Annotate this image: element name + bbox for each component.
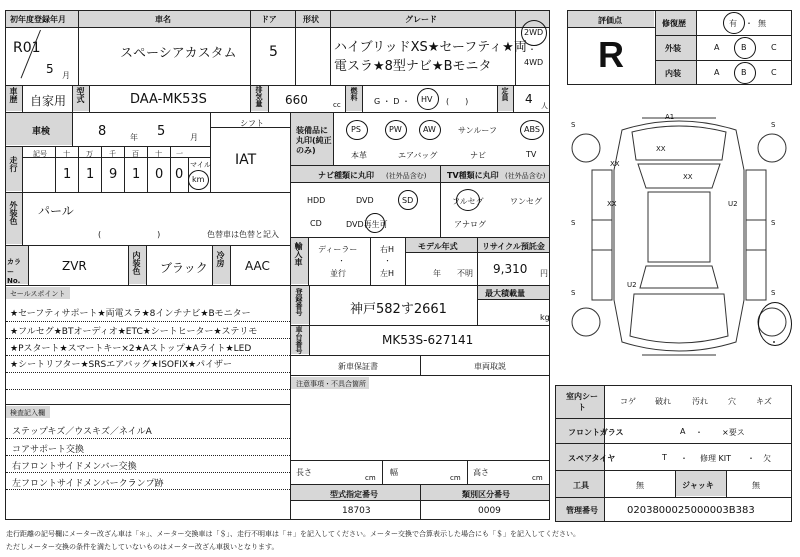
- ext-grade-b: B: [741, 43, 747, 52]
- equip-aw: AW: [423, 125, 436, 134]
- import-dealer: ディーラー: [318, 245, 358, 254]
- ext-grade-c: C: [771, 43, 777, 52]
- repair-yes: 有: [729, 19, 737, 28]
- fuel-gd: G ・ D ・: [374, 97, 410, 106]
- warranty-new: 新車保証書: [338, 362, 378, 371]
- shaken-month-unit: 月: [190, 133, 198, 142]
- ext-label: 外装: [665, 44, 681, 53]
- spare-x: 欠: [763, 454, 771, 463]
- cap-label: 定員: [501, 87, 509, 101]
- model-label: 型式: [76, 87, 85, 103]
- fuel-hv: HV: [421, 95, 433, 104]
- dim-length-unit: cm: [365, 474, 376, 482]
- interior-item: 汚れ: [692, 397, 708, 406]
- navi-label: ナビ種類に丸印: [318, 171, 374, 180]
- diagram-mark-a1: A1: [665, 113, 675, 121]
- shift-value: IAT: [235, 152, 257, 168]
- recycle-value: 9,310: [493, 262, 528, 276]
- model-year-unit: 年: [433, 269, 441, 278]
- recycle-label: リサイクル預託金: [482, 242, 545, 251]
- diagram-mark-xx: XX: [610, 160, 620, 168]
- shaken-year-unit: 年: [130, 133, 138, 142]
- spare-t: T: [662, 453, 667, 462]
- spare-kit: 修理 KIT: [700, 454, 732, 463]
- max-load-unit: kg: [540, 313, 550, 322]
- grade-line1: ハイブリッドXS★セーフティ★両: [334, 40, 527, 55]
- equip-tv: TV: [526, 150, 537, 159]
- mileage-label: 走行: [9, 156, 18, 172]
- disp-unit: cc: [333, 101, 341, 109]
- diagram-mark-s: S: [771, 121, 776, 129]
- sales-points-label: セールスポイント: [10, 290, 66, 298]
- shaken-year: 8: [98, 124, 107, 139]
- type-no-label: 型式指定番号: [330, 490, 378, 499]
- reg-no-value: 神戸582す2661: [350, 302, 447, 317]
- mgmt-value: 0203800025000003B383: [627, 505, 755, 516]
- sales-point-line: ★シートリフター★SRSエアバッグ★ISOFIX★パイザー: [10, 360, 233, 370]
- use-value: 自家用: [30, 94, 67, 108]
- tv-fullseg: フルセグ: [452, 197, 484, 206]
- mileage-digit: 9: [109, 167, 118, 182]
- diagram-mark-s: S: [571, 219, 576, 227]
- ac-value: AAC: [245, 259, 270, 273]
- first-reg-label: 初年度登録年月: [10, 15, 66, 24]
- drive-dot: ・: [528, 45, 536, 54]
- sales-point-line: ★Pスタート★スマートキー×2★Aストップ★Aライト★LED: [10, 344, 252, 354]
- repair-dot: ・: [745, 19, 753, 28]
- diagram-mark-xx: XX: [656, 145, 666, 153]
- doors: 5: [269, 44, 278, 60]
- windshield-x: ×要ス: [722, 428, 745, 437]
- mileage-unit: 万: [86, 150, 93, 158]
- inspection-line: 左フロントサイドメンバークランプ跡: [12, 479, 164, 489]
- import-label: 輸入車: [294, 242, 303, 266]
- diagram-mark-s: S: [771, 219, 776, 227]
- spare-dot2: ・: [747, 454, 755, 463]
- use-label: 車歴: [9, 87, 18, 103]
- tools-value: 無: [636, 481, 644, 490]
- first-reg-month-unit: 月: [62, 71, 70, 80]
- spare-dot: ・: [680, 454, 688, 463]
- mileage-mile-label: マイル: [190, 161, 211, 169]
- int-grade-a: A: [714, 68, 720, 77]
- drive-2wd: 2WD: [524, 28, 544, 37]
- first-reg-era: R01: [13, 40, 41, 56]
- grade-label: グレード: [405, 15, 437, 24]
- recycle-unit: 円: [540, 269, 548, 278]
- diagram-mark-s: S: [571, 121, 576, 129]
- shift-label: シフト: [240, 119, 264, 128]
- import-dot2: ・: [384, 257, 391, 265]
- equip-airbag: エアバッグ: [398, 151, 438, 160]
- equipment-label: 装備品に丸印(純正のみ): [296, 126, 332, 155]
- interior-item: 破れ: [655, 397, 671, 406]
- diagram-mark-s: S: [771, 289, 776, 297]
- drive-4wd: 4WD: [524, 58, 544, 67]
- mileage-unit: 千: [109, 150, 116, 158]
- sales-point-line: ★フルセグ★BTオーディオ★ETC★シートヒーター★ステリモ: [10, 327, 258, 337]
- footer-line1: 走行距離の記号欄にメーター改ざん車は「＊」、メーター交換車は「＄」、走行不明車は「＃」を記入してください。メーター交換で合算表示した場合にも「＄」を記入してください。: [6, 530, 580, 538]
- equip-navi: ナビ: [470, 151, 486, 160]
- header-row: [6, 11, 549, 27]
- navi-dvd: DVD: [356, 196, 374, 205]
- shape-label: 形状: [303, 15, 319, 24]
- reg-no-label: 登録番号: [295, 288, 303, 316]
- interior-item: コゲ: [620, 397, 636, 406]
- car-name-label: 車名: [155, 15, 171, 24]
- equip-pw: PW: [389, 125, 402, 134]
- color-paren: ( ): [98, 230, 161, 239]
- disp-value: 660: [285, 93, 308, 107]
- equip-ps: PS: [351, 125, 361, 134]
- windshield-dot: ・: [695, 428, 703, 437]
- equip-sunroof: サンルーフ: [458, 126, 497, 135]
- repair-no: 無: [758, 19, 766, 28]
- spare-label: スペアタイヤ: [568, 454, 616, 463]
- inspection-line: ステップキズ／ウスキズ／ネイルA: [12, 427, 152, 437]
- interior-item: 穴: [728, 397, 736, 406]
- disp-label: 排気量: [255, 86, 263, 107]
- diagram-mark-u2: U2: [728, 200, 738, 208]
- int-label: 内装: [665, 69, 681, 78]
- class-no-label: 類別区分番号: [462, 490, 510, 499]
- repair-label: 修復歴: [662, 19, 686, 28]
- navi-cd: CD: [310, 219, 322, 228]
- chassis-label: 車台番号: [295, 326, 303, 354]
- dim-width-unit: cm: [450, 474, 461, 482]
- class-no-value: 0009: [478, 506, 501, 516]
- import-left: 左H: [380, 269, 395, 278]
- dim-length: 長さ: [296, 468, 312, 477]
- interior-label: 室内シート: [566, 392, 598, 412]
- windshield-a: A: [680, 427, 686, 436]
- tv-label: TV種類に丸印: [447, 171, 499, 180]
- tv-analog: アナログ: [454, 220, 486, 229]
- int-grade-c: C: [771, 68, 777, 77]
- car-name: スペーシアカスタム: [120, 46, 237, 61]
- interior-item: キズ: [756, 397, 772, 406]
- mileage-digit: 1: [132, 167, 141, 182]
- diagram-mark-xx: XX: [683, 173, 693, 181]
- dim-height: 高さ: [473, 468, 489, 477]
- tv-note: (社外品含む): [505, 172, 546, 180]
- dim-width: 幅: [390, 468, 398, 477]
- int-grade-b: B: [741, 68, 747, 77]
- mileage-note-label: 記号: [33, 150, 47, 158]
- mileage-unit: 十: [63, 150, 70, 158]
- shaken-label: 車検: [32, 127, 51, 137]
- cap-unit: 人: [541, 102, 548, 110]
- inspection-line: 右フロントサイドメンバー交換: [12, 462, 137, 472]
- color-note: 色替車は色替と記入: [207, 230, 279, 239]
- jack-value: 無: [752, 481, 760, 490]
- navi-hdd: HDD: [307, 196, 326, 205]
- int-color-label: 内装色: [132, 251, 141, 275]
- int-color-value: ブラック: [160, 261, 208, 275]
- spare-tire-circle: [758, 302, 792, 346]
- mileage-unit: 一: [176, 150, 183, 158]
- grade-line2: 電スラ★8型ナビ★Bモニタ: [334, 59, 492, 74]
- evaluation-score: R: [598, 34, 624, 75]
- diagram-mark-xx: XX: [607, 200, 617, 208]
- shaken-month: 5: [157, 124, 166, 139]
- navi-dvd-play: DVD再生可: [346, 220, 388, 229]
- inspection-line: コアサポート交換: [12, 445, 85, 455]
- dim-height-unit: cm: [532, 474, 543, 482]
- tv-oneseg: ワンセグ: [510, 197, 542, 206]
- mgmt-label: 管理番号: [566, 506, 598, 515]
- color-code-label: カラーNo.: [7, 258, 21, 285]
- diagram-mark-u2: U2: [627, 281, 637, 289]
- mileage-unit: 百: [132, 150, 139, 158]
- mileage-digit: 1: [86, 167, 95, 182]
- type-no-value: 18703: [342, 506, 371, 516]
- sales-point-line: ★セーフティサポート★両電スラ★8インチナビ★Bモニター: [10, 309, 251, 319]
- import-right: 右H: [380, 245, 395, 254]
- first-reg-month: 5: [46, 62, 54, 76]
- model-value: DAA-MK53S: [130, 92, 207, 107]
- fuel-label: 燃料: [350, 87, 358, 101]
- import-parallel: 並行: [330, 269, 346, 278]
- equip-leather: 本革: [351, 151, 367, 160]
- mileage-km: km: [192, 175, 205, 184]
- equip-abs: ABS: [524, 125, 540, 134]
- ext-grade-a: A: [714, 43, 720, 52]
- mileage-digit: 0: [175, 167, 184, 182]
- mileage-digit: 1: [63, 167, 72, 182]
- navi-note: (社外品含む): [386, 172, 427, 180]
- model-year-unknown: 不明: [457, 269, 473, 278]
- color-value: パール: [38, 204, 74, 218]
- door-label: ドア: [261, 15, 277, 24]
- fuel-paren: ( ): [446, 97, 469, 106]
- mileage-digit: 0: [155, 167, 164, 182]
- max-load-label: 最大積載量: [485, 289, 525, 298]
- chassis-value: MK53S-627141: [382, 333, 474, 347]
- diagram-mark-s: S: [571, 289, 576, 297]
- jack-label: ジャッキ: [682, 481, 714, 490]
- import-dot: ・: [338, 257, 345, 265]
- cap-value: 4: [525, 92, 533, 106]
- warranty-manual: 車両取説: [474, 362, 506, 371]
- color-code-value: ZVR: [62, 259, 87, 273]
- footer-line2: ただしメーター交換の条件を満たしていないものはメーター改ざん車扱いとなります。: [6, 543, 279, 551]
- model-year-label: モデル年式: [418, 242, 458, 251]
- mileage-unit: 十: [155, 150, 162, 158]
- evaluation-label: 評価点: [598, 16, 622, 25]
- ac-label: 冷房: [216, 251, 225, 267]
- notes-label: 注意事項・不具合箇所: [296, 380, 366, 388]
- tools-label: 工具: [573, 481, 589, 490]
- inspection-label: 検査記入欄: [10, 409, 45, 417]
- windshield-label: フロントガラス: [568, 428, 624, 437]
- navi-sd: SD: [402, 196, 414, 205]
- color-label: 外装色: [9, 201, 18, 225]
